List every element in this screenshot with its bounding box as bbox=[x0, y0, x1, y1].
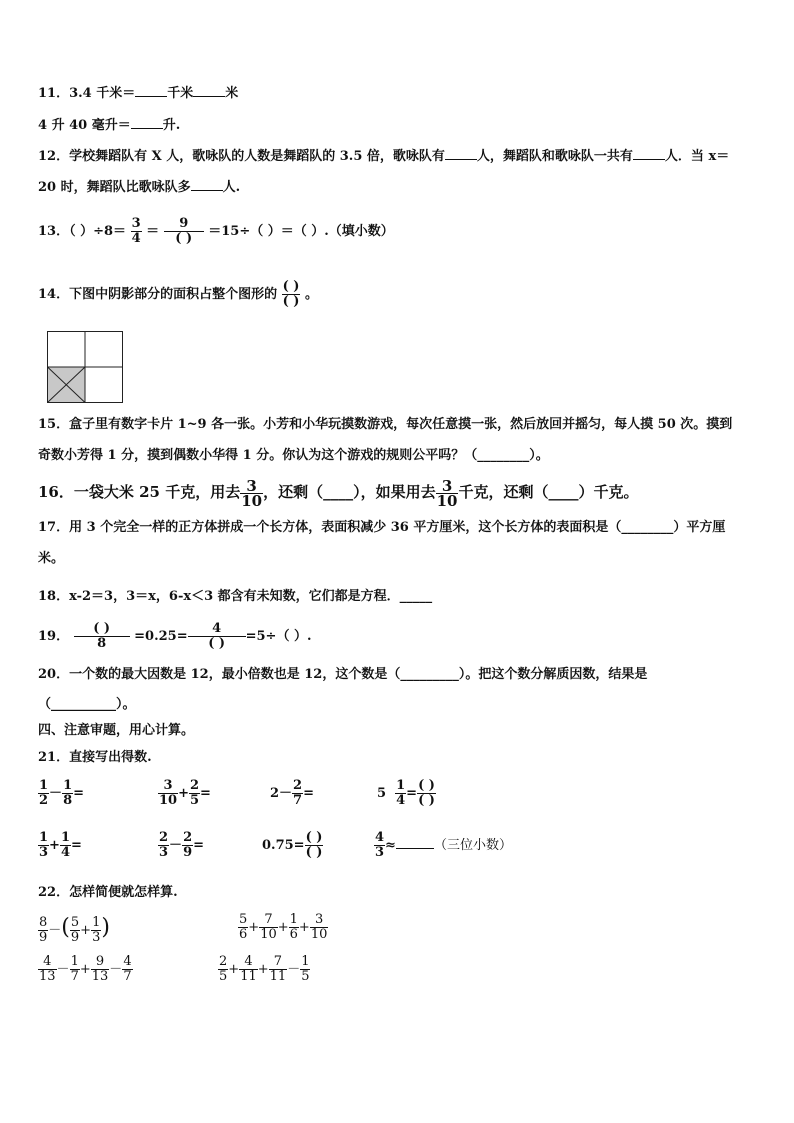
q22-expr-1: $\frac{8}{9}$ －( $\frac{5}{9}$ + $\frac{1}{3}$ ) bbox=[39, 915, 110, 945]
q22-expr-3: $\frac{4}{13}$ － $\frac{1}{7}$ + $\frac{9}{13}$ － $\frac{4}{7}$ bbox=[39, 954, 132, 984]
q20-line2: （__________）。 bbox=[38, 697, 136, 712]
q12-line1: 12．学校舞蹈队有 X 人，歌咏队的人数是舞蹈队的 3.5 倍，歌咏队有 人，舞蹈队和歌咏队一共有 人．当 x＝ bbox=[38, 149, 730, 164]
q15-line1: 15．盒子里有数字卡片 1~9 各一张。小芳和小华玩摸数游戏，每次任意摸一张，然后放回并摇匀，每人摸 50 次。摸到 bbox=[38, 417, 733, 432]
q21-r1-item4: 5 $\frac{1}{4}$ = ( ) ( ) bbox=[377, 778, 435, 808]
q17-line1: 17．用 3 个完全一样的正方体拼成一个长方体，表面积减少 36 平方厘米，这个长方体的表面积是（________）平方厘 bbox=[38, 520, 726, 535]
q13-fraction-1: $\frac{3}{4}$ bbox=[131, 216, 141, 246]
q21-blank[interactable] bbox=[396, 836, 434, 849]
q16-line: 16．一袋大米 25 千克，用去 $\frac{3}{10}$ ，还剩（____），如果用去 $\frac{3}{10}$ 千克，还剩（____）千克。 bbox=[38, 476, 639, 510]
q21-r1-item2: $\frac{3}{10}$ + $\frac{2}{5}$ = bbox=[159, 778, 211, 808]
q22-title: 22．怎样简便就怎样算. bbox=[38, 885, 178, 900]
q15-line2: 奇数小芳得 1 分，摸到偶数小华得 1 分。你认为这个游戏的规则公平吗？（________）。 bbox=[38, 448, 549, 463]
q12-blank-3[interactable] bbox=[191, 178, 223, 191]
q14-line: 14．下图中阴影部分的面积占整个图形的 ( ) ( ) 。 bbox=[38, 279, 318, 309]
q13-line: 13．（ ）÷8＝ $\frac{3}{4}$ ＝ 9 ( ) ＝15÷（ ）＝（ ）.（填小数） bbox=[38, 216, 394, 246]
q11-line2: 4 升 40 毫升＝ 升. bbox=[38, 118, 181, 133]
q22-expr-4: $\frac{2}{5}$ + $\frac{4}{11}$ + $\frac{7}{11}$ － $\frac{1}{5}$ bbox=[219, 954, 310, 984]
q11-blank-3[interactable] bbox=[131, 116, 163, 129]
q17-line2: 米。 bbox=[38, 551, 65, 566]
q12-blank-2[interactable] bbox=[633, 147, 665, 160]
q14-fraction: ( ) ( ) bbox=[282, 279, 300, 309]
q20-line1: 20．一个数的最大因数是 12，最小倍数也是 12，这个数是（_________）。把这个数分解质因数，结果是 bbox=[38, 667, 648, 682]
q18-answer-blank[interactable]: _____ bbox=[399, 589, 433, 604]
q22-expr-2: $\frac{5}{6}$ + $\frac{7}{10}$ + $\frac{1}{6}$ + $\frac{3}{10}$ bbox=[239, 912, 328, 942]
q21-title: 21．直接写出得数. bbox=[38, 750, 152, 765]
q13-fraction-2: 9 ( ) bbox=[164, 217, 204, 246]
section-4-heading: 四、注意审题，用心计算。 bbox=[38, 723, 195, 738]
q21-r2-item1: $\frac{1}{3}$ + $\frac{1}{4}$ = bbox=[39, 830, 82, 860]
q21-r2-item4: $\frac{4}{3}$ ≈ （三位小数） bbox=[375, 830, 512, 860]
q12-blank-1[interactable] bbox=[445, 147, 477, 160]
q11-blank-2[interactable] bbox=[193, 84, 225, 97]
q11-line1: 11．3.4 千米＝ 千米 米 bbox=[38, 86, 239, 101]
q19-fraction-2: 4 ( ) bbox=[188, 622, 246, 651]
q21-r1-item1: $\frac{1}{2}$ － $\frac{1}{8}$ = bbox=[39, 778, 85, 808]
q21-r2-item3: 0.75= ( ) ( ) bbox=[262, 830, 323, 860]
q11-blank-1[interactable] bbox=[135, 84, 167, 97]
q18-line: 18．x-2＝3，3＝x，6-x＜3 都含有未知数，它们都是方程．_____ bbox=[38, 589, 433, 604]
q14-grid-figure bbox=[47, 331, 123, 403]
q21-answer-fraction: ( ) ( ) bbox=[418, 778, 435, 808]
q21-r2-item2: $\frac{2}{3}$ － $\frac{2}{9}$ = bbox=[159, 830, 205, 860]
q19-fraction-1: ( ) 8 bbox=[74, 622, 130, 651]
q12-line2: 20 时，舞蹈队比歌咏队多 人. bbox=[38, 180, 241, 195]
q16-fraction-1: $\frac{3}{10}$ bbox=[241, 476, 263, 510]
q21-r1-item3: 2－ $\frac{2}{7}$ = bbox=[270, 778, 314, 808]
q19-line: 19． ( ) 8 =0.25= 4 ( ) =5÷（ ）. bbox=[38, 621, 312, 651]
q16-fraction-2: $\frac{3}{10}$ bbox=[436, 476, 458, 510]
